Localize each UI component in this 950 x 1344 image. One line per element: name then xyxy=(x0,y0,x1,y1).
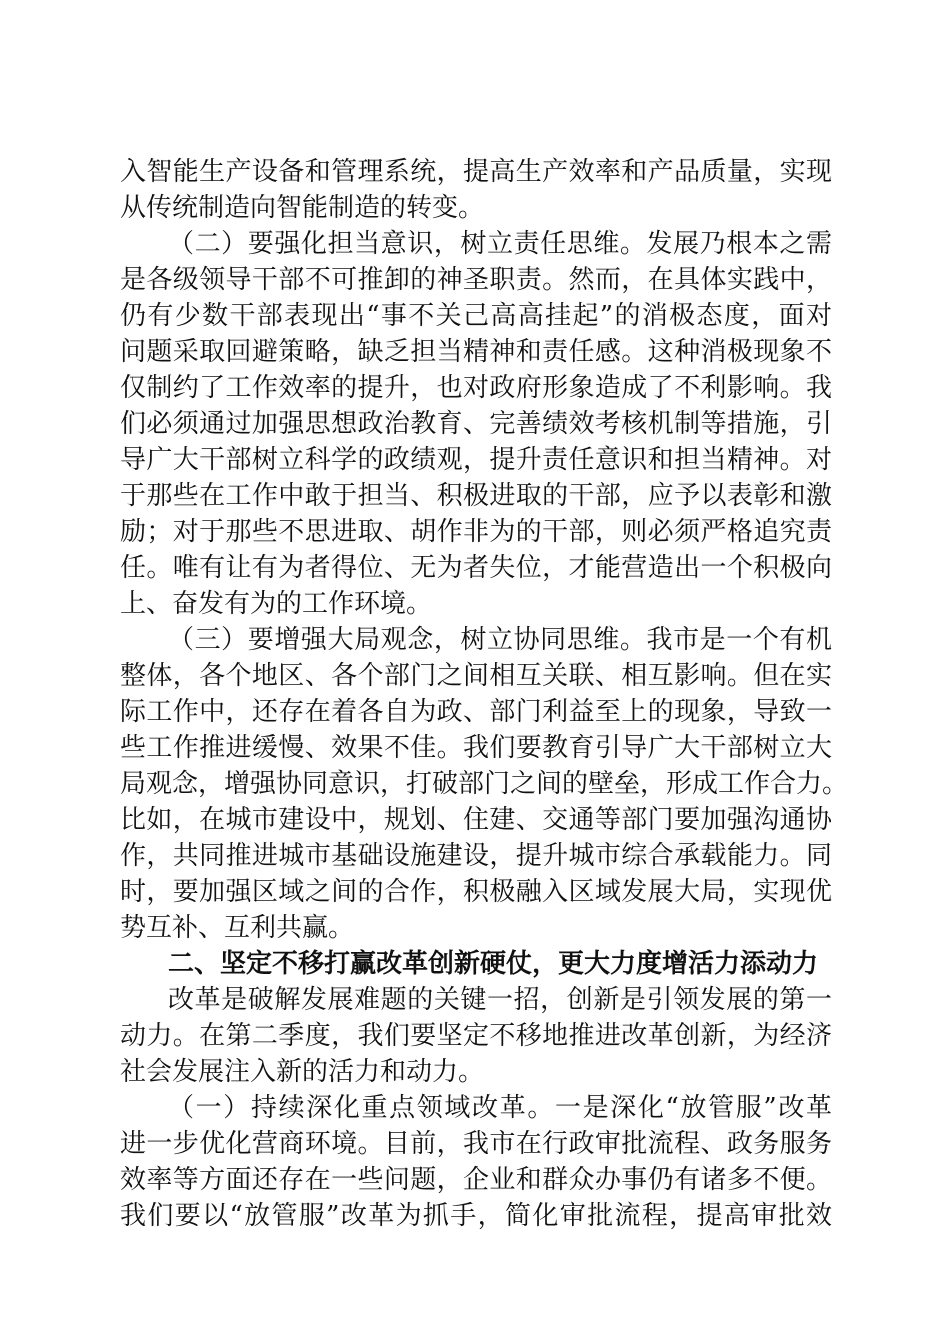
text-line: 上、奋发有为的工作环境。 xyxy=(120,589,433,619)
text-line: 入智能生产设备和管理系统，提高生产效率和产品质量，实现 xyxy=(120,157,832,187)
text-line: 于那些在工作中敢于担当、积极进取的干部，应予以表彰和激 xyxy=(120,481,832,511)
text-line: 效率等方面还存在一些问题，企业和群众办事仍有诸多不便。 xyxy=(120,1165,832,1195)
section-heading: 二、坚定不移打赢改革创新硬仗，更大力度增活力添动力 xyxy=(168,949,819,979)
paragraph-start-line: （二）要强化担当意识，树立责任思维。发展乃根本之需 xyxy=(168,229,832,259)
text-line: 整体，各个地区、各个部门之间相互关联、相互影响。但在实 xyxy=(120,661,832,691)
text-line: 我们要以“放管服”改革为抓手，简化审批流程，提高审批效 xyxy=(120,1201,832,1231)
paragraph-start-line: （一）持续深化重点领域改革。一是深化“放管服”改革 xyxy=(168,1093,832,1123)
text-line: 从传统制造向智能制造的转变。 xyxy=(120,193,485,223)
text-line: 们必须通过加强思想政治教育、完善绩效考核机制等措施，引 xyxy=(120,409,832,439)
text-line: 仅制约了工作效率的提升，也对政府形象造成了不利影响。我 xyxy=(120,373,832,403)
text-line: 励；对于那些不思进取、胡作非为的干部，则必须严格追究责 xyxy=(120,517,832,547)
text-line: 进一步优化营商环境。目前，我市在行政审批流程、政务服务 xyxy=(120,1129,832,1159)
text-line: 任。唯有让有为者得位、无为者失位，才能营造出一个积极向 xyxy=(120,553,832,583)
text-line: 问题采取回避策略，缺乏担当精神和责任感。这种消极现象不 xyxy=(120,337,832,367)
text-line: 些工作推进缓慢、效果不佳。我们要教育引导广大干部树立大 xyxy=(120,733,832,763)
text-line: 势互补、互利共赢。 xyxy=(120,913,355,943)
text-line: 局观念，增强协同意识，打破部门之间的壁垒，形成工作合力。 xyxy=(120,769,849,799)
text-line: 比如，在城市建设中，规划、住建、交通等部门要加强沟通协 xyxy=(120,805,832,835)
text-line: 仍有少数干部表现出“事不关己高高挂起”的消极态度，面对 xyxy=(120,301,832,331)
paragraph-start-line: 改革是破解发展难题的关键一招，创新是引领发展的第一 xyxy=(168,985,832,1015)
text-line: 作，共同推进城市基础设施建设，提升城市综合承载能力。同 xyxy=(120,841,832,871)
paragraph-start-line: （三）要增强大局观念，树立协同思维。我市是一个有机 xyxy=(168,625,832,655)
text-line: 动力。在第二季度，我们要坚定不移地推进改革创新，为经济 xyxy=(120,1021,832,1051)
text-line: 是各级领导干部不可推卸的神圣职责。然而，在具体实践中， xyxy=(120,265,832,295)
text-line: 时，要加强区域之间的合作，积极融入区域发展大局，实现优 xyxy=(120,877,832,907)
text-line: 社会发展注入新的活力和动力。 xyxy=(120,1057,485,1087)
text-line: 际工作中，还存在着各自为政、部门利益至上的现象，导致一 xyxy=(120,697,832,727)
text-line: 导广大干部树立科学的政绩观，提升责任意识和担当精神。对 xyxy=(120,445,832,475)
